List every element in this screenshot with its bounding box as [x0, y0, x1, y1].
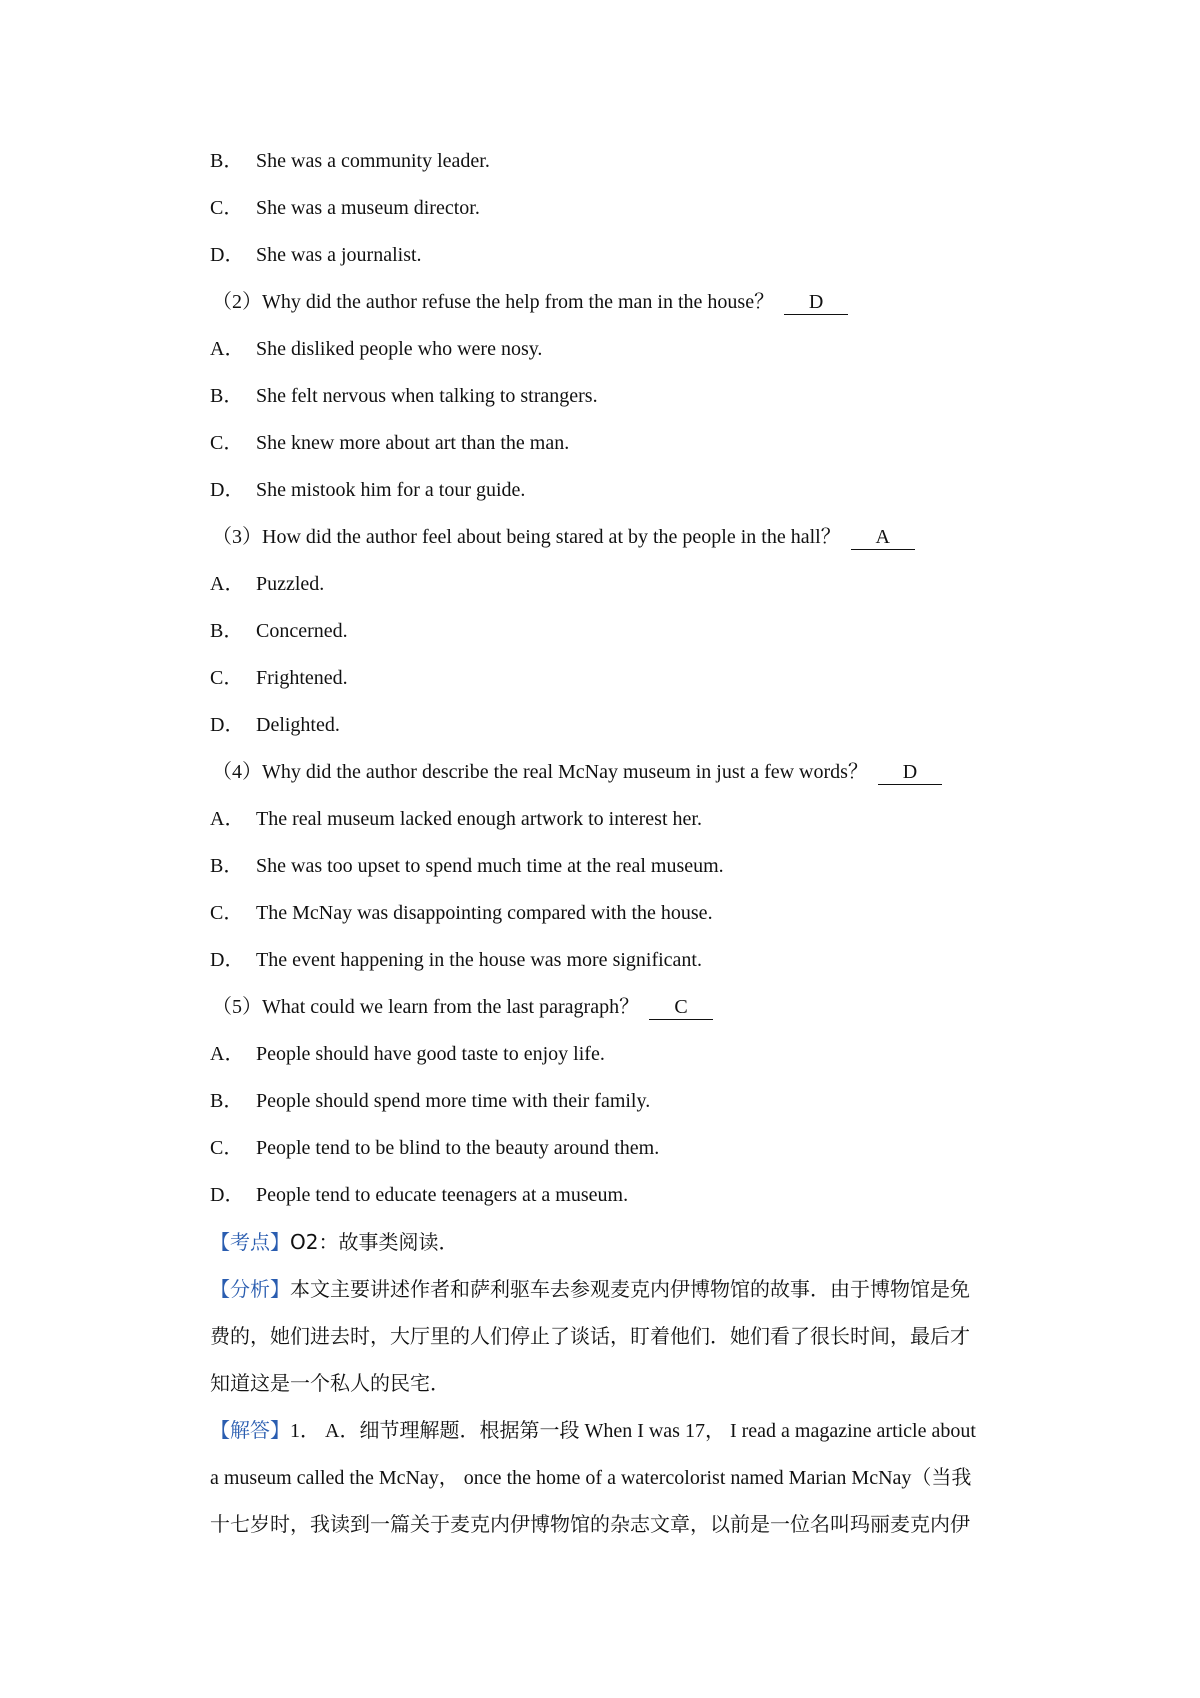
option-text: She knew more about art than the man.: [256, 432, 570, 454]
option-letter: A．: [210, 573, 245, 595]
question-text: （4）Why did the author describe the real McNay museum in just a few words？: [212, 761, 868, 783]
fenxi-text-1: 本文主要讲述作者和萨利驱车去参观麦克内伊博物馆的故事．由于博物馆是免: [290, 1277, 970, 1301]
option-text: Puzzled.: [256, 573, 325, 595]
answer-blank: D: [878, 760, 942, 785]
option-text: The event happening in the house was more significant.: [256, 949, 702, 971]
answer-blank: C: [649, 995, 713, 1020]
q3-option-d: [210, 711, 1030, 739]
option-text: Delighted.: [256, 714, 340, 736]
question-text: （3）How did the author feel about being stared at by the people in the hall？: [212, 526, 841, 548]
q1-option-c: [210, 194, 1030, 222]
option-text: She disliked people who were nosy.: [256, 338, 543, 360]
q2-option-c: [210, 429, 1030, 457]
q5-option-c: [210, 1134, 1030, 1162]
option-letter: A．: [210, 808, 245, 830]
option-text: People tend to be blind to the beauty around them.: [256, 1137, 660, 1159]
q1-option-d: [210, 241, 1030, 269]
q1-option-b: [210, 147, 1030, 175]
jieda-line-1: [210, 1416, 1030, 1445]
q4-option-b: [210, 852, 1030, 880]
option-letter: A．: [210, 1043, 245, 1065]
option-text: She mistook him for a tour guide.: [256, 479, 526, 501]
q3-prompt: [212, 523, 1032, 551]
fenxi-text-3: 知道这是一个私人的民宅．: [210, 1371, 450, 1395]
kaodian-text: O2：故事类阅读．: [290, 1230, 459, 1254]
answer-blank: D: [784, 290, 848, 315]
option-letter: D．: [210, 1184, 245, 1206]
q5-prompt: [212, 993, 1032, 1021]
option-letter: D．: [210, 479, 245, 501]
option-text: She felt nervous when talking to strangers.: [256, 385, 598, 407]
option-text: She was a journalist.: [256, 244, 422, 266]
option-letter: B．: [210, 150, 244, 172]
q5-option-d: [210, 1181, 1030, 1209]
fenxi-text-2: 费的，她们进去时，大厅里的人们停止了谈话，盯着他们．她们看了很长时间，最后才: [210, 1324, 970, 1348]
q4-option-c: [210, 899, 1030, 927]
option-letter: B．: [210, 855, 244, 877]
option-letter: A．: [210, 338, 245, 360]
option-text: People should spend more time with their family.: [256, 1090, 651, 1112]
option-text: People tend to educate teenagers at a museum.: [256, 1184, 629, 1206]
jieda-tag: 【解答】: [210, 1418, 290, 1442]
q2-option-d: [210, 476, 1030, 504]
option-text: Concerned.: [256, 620, 348, 642]
option-letter: D．: [210, 244, 245, 266]
jieda-line-3: [210, 1510, 1030, 1538]
answer-blank: A: [851, 525, 915, 550]
q2-prompt: [212, 288, 1032, 316]
kaodian-line: [210, 1228, 1030, 1256]
q4-option-a: [210, 805, 1030, 833]
option-text: She was a community leader.: [256, 150, 490, 172]
option-text: The real museum lacked enough artwork to interest her.: [256, 808, 702, 830]
q4-prompt: [212, 758, 1032, 786]
option-letter: C．: [210, 667, 244, 689]
option-letter: C．: [210, 1137, 244, 1159]
q2-option-b: [210, 382, 1030, 410]
q3-option-a: [210, 570, 1030, 598]
q3-option-c: [210, 664, 1030, 692]
option-letter: C．: [210, 197, 244, 219]
jieda-line-2: [210, 1463, 1030, 1492]
option-letter: B．: [210, 385, 244, 407]
q3-option-b: [210, 617, 1030, 645]
question-text: （5）What could we learn from the last paragraph？: [212, 996, 640, 1018]
fenxi-line-2: [210, 1322, 1030, 1350]
option-text: She was too upset to spend much time at the real museum.: [256, 855, 724, 877]
option-letter: B．: [210, 620, 244, 642]
fenxi-line-3: [210, 1369, 1030, 1397]
option-text: She was a museum director.: [256, 197, 480, 219]
option-letter: D．: [210, 949, 245, 971]
option-text: Frightened.: [256, 667, 348, 689]
option-text: The McNay was disappointing compared with the house.: [256, 902, 713, 924]
jieda-text-2: a museum called the McNay， once the home of a watercolorist named Marian McNay（当我: [210, 1467, 972, 1489]
question-text: （2）Why did the author refuse the help from the man in the house？: [212, 291, 775, 313]
q2-option-a: [210, 335, 1030, 363]
kaodian-tag: 【考点】: [210, 1230, 290, 1254]
fenxi-tag: 【分析】: [210, 1277, 290, 1301]
option-letter: B．: [210, 1090, 244, 1112]
jieda-text-3: 十七岁时，我读到一篇关于麦克内伊博物馆的杂志文章，以前是一位名叫玛丽麦克内伊: [210, 1512, 970, 1536]
q5-option-a: [210, 1040, 1030, 1068]
option-letter: D．: [210, 714, 245, 736]
q4-option-d: [210, 946, 1030, 974]
jieda-text-1: 1． A．细节理解题．根据第一段 When I was 17， I read a magazine article about: [290, 1420, 976, 1442]
fenxi-line-1: [210, 1275, 1030, 1303]
option-letter: C．: [210, 432, 244, 454]
option-text: People should have good taste to enjoy life.: [256, 1043, 605, 1065]
option-letter: C．: [210, 902, 244, 924]
q5-option-b: [210, 1087, 1030, 1115]
